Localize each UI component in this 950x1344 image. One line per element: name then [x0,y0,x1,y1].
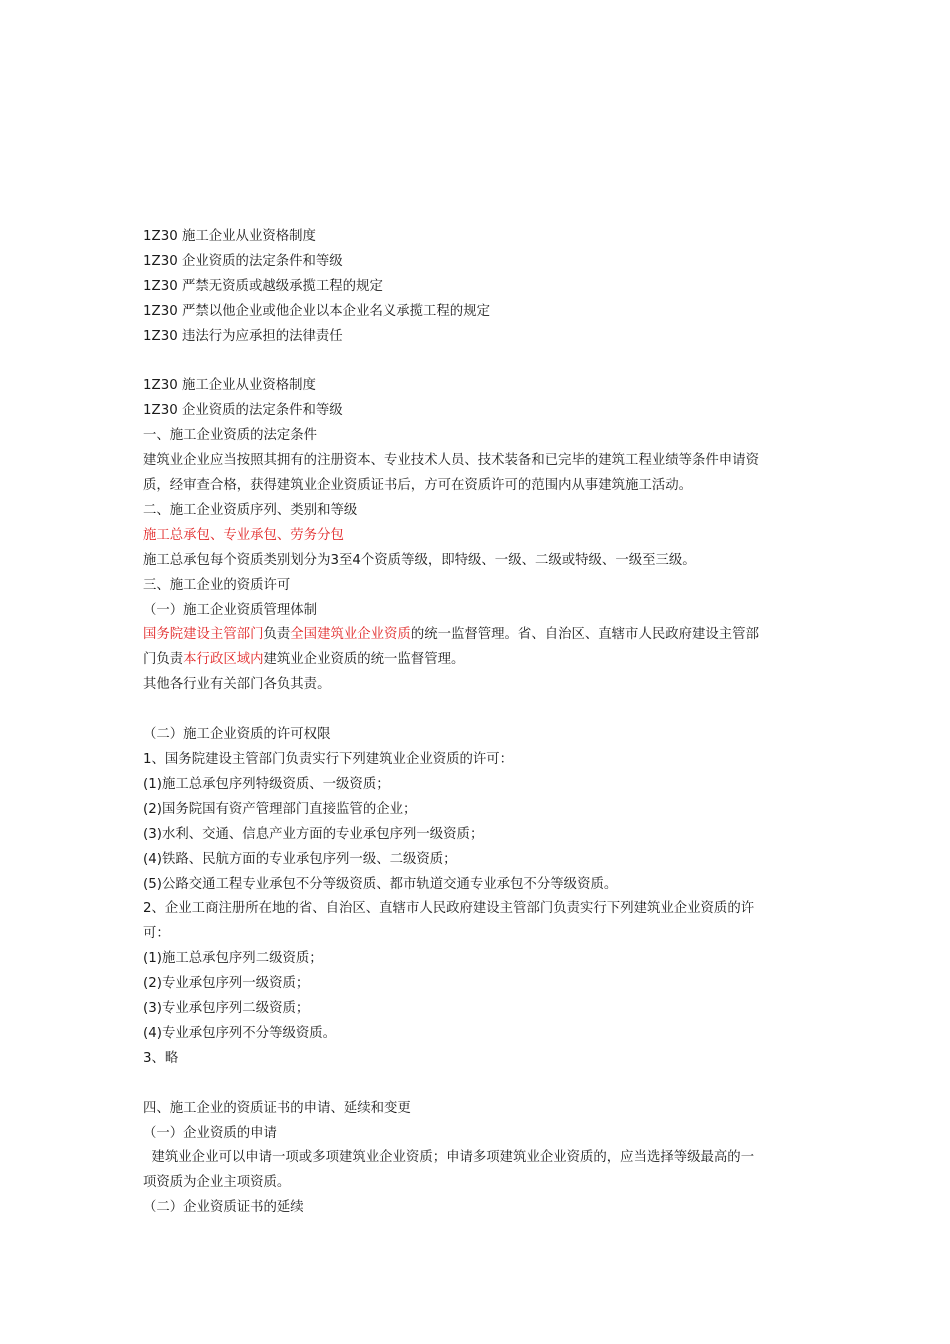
part3-heading: 三、施工企业的资质许可 [143,577,291,593]
part1-heading: 一、施工企业资质的法定条件 [143,428,318,444]
section-title: 1Z30 施工企业从业资格制度 [143,378,316,394]
text-segment: 门负责 [143,652,184,668]
list-item: (3)专业承包序列二级资质； [143,1001,310,1017]
highlight-national-scope: 全国建筑业企业资质 [290,627,411,643]
part4-sub1-heading: （一）企业资质的申请 [143,1125,277,1141]
list-item: (1)施工总承包序列特级资质、一级资质； [143,776,390,792]
text-segment: 的统一监督管理。省、自治区、直辖市人民政府建设主管部 [410,627,759,643]
part4-heading: 四、施工企业的资质证书的申请、延续和变更 [143,1100,411,1116]
subsection-title: 1Z30 企业资质的法定条件和等级 [143,403,343,419]
part1-body-line-1: 建筑业企业应当按照其拥有的注册资本、专业技术人员、技术装备和已完毕的建筑工程业绩等条件申请资 [143,453,759,469]
list-item: (5)公路交通工程专业承包不分等级资质、都市轨道交通专业承包不分等级资质。 [143,876,618,892]
toc-line-4: 1Z30 严禁以他企业或他企业以本企业名义承揽工程的规定 [143,303,490,319]
part1-body-line-2: 质，经审查合格，获得建筑业企业资质证书后，方可在资质许可的范围内从事建筑施工活动。 [143,478,693,494]
part4-sub1-line-1: 建筑业企业可以申请一项或多项建筑业企业资质；申请多项建筑业企业资质的，应当选择等级最高的一 [143,1150,755,1166]
part3-sub1-line-1 [143,623,808,648]
part4-sub2-heading: （二）企业资质证书的延续 [143,1200,304,1216]
text-segment: 负责 [263,627,291,643]
list-item: (3)水利、交通、信息产业方面的专业承包序列一级资质； [143,826,484,842]
list-item: (2)专业承包序列一级资质； [143,976,310,992]
spacer [143,350,808,375]
highlight-region-scope: 本行政区域内 [183,652,264,668]
list-item: (4)铁路、民航方面的专业承包序列一级、二级资质； [143,851,457,867]
part3-sub1-heading: （一）施工企业资质管理体制 [143,602,318,618]
toc-line-2: 1Z30 企业资质的法定条件和等级 [143,253,343,269]
authority-item-3: 3、略 [143,1050,179,1066]
list-item: (1)施工总承包序列二级资质； [143,951,323,967]
text-segment: 建筑业企业资质的统一监督管理。 [263,652,465,668]
highlight-ministry: 国务院建设主管部门 [143,627,264,643]
authority-item-2-line-2: 可： [143,926,170,942]
list-item: (4)专业承包序列不分等级资质。 [143,1025,337,1041]
spacer [143,1072,808,1097]
list-item: (2)国务院国有资产管理部门直接监管的企业； [143,801,417,817]
authority-item-2-line-1: 2、企业工商注册所在地的省、自治区、直辖市人民政府建设主管部门负责实行下列建筑业企业资质的许 [143,901,755,917]
part2-body: 施工总承包每个资质类别划分为3至4个资质等级，即特级、一级、二级或特级、一级至三级。 [143,552,696,568]
authority-item-1: 1、国务院建设主管部门负责实行下列建筑业企业资质的许可： [143,752,514,767]
spacer [143,698,808,723]
toc-line-5: 1Z30 违法行为应承担的法律责任 [143,328,343,344]
document-page [143,225,808,1221]
part3-sub2-heading: （二）施工企业资质的许可权限 [143,727,331,743]
toc-line-1: 1Z30 施工企业从业资格制度 [143,229,316,244]
toc-line-3: 1Z30 严禁无资质或越级承揽工程的规定 [143,278,383,294]
part3-sub1-line-2 [143,648,808,673]
part3-sub1-line-3: 其他各行业有关部门各负其责。 [143,677,331,693]
part4-sub1-line-2: 项资质为企业主项资质。 [143,1175,291,1191]
part2-highlight: 施工总承包、专业承包、劳务分包 [143,527,344,543]
part2-heading: 二、施工企业资质序列、类别和等级 [143,502,358,518]
